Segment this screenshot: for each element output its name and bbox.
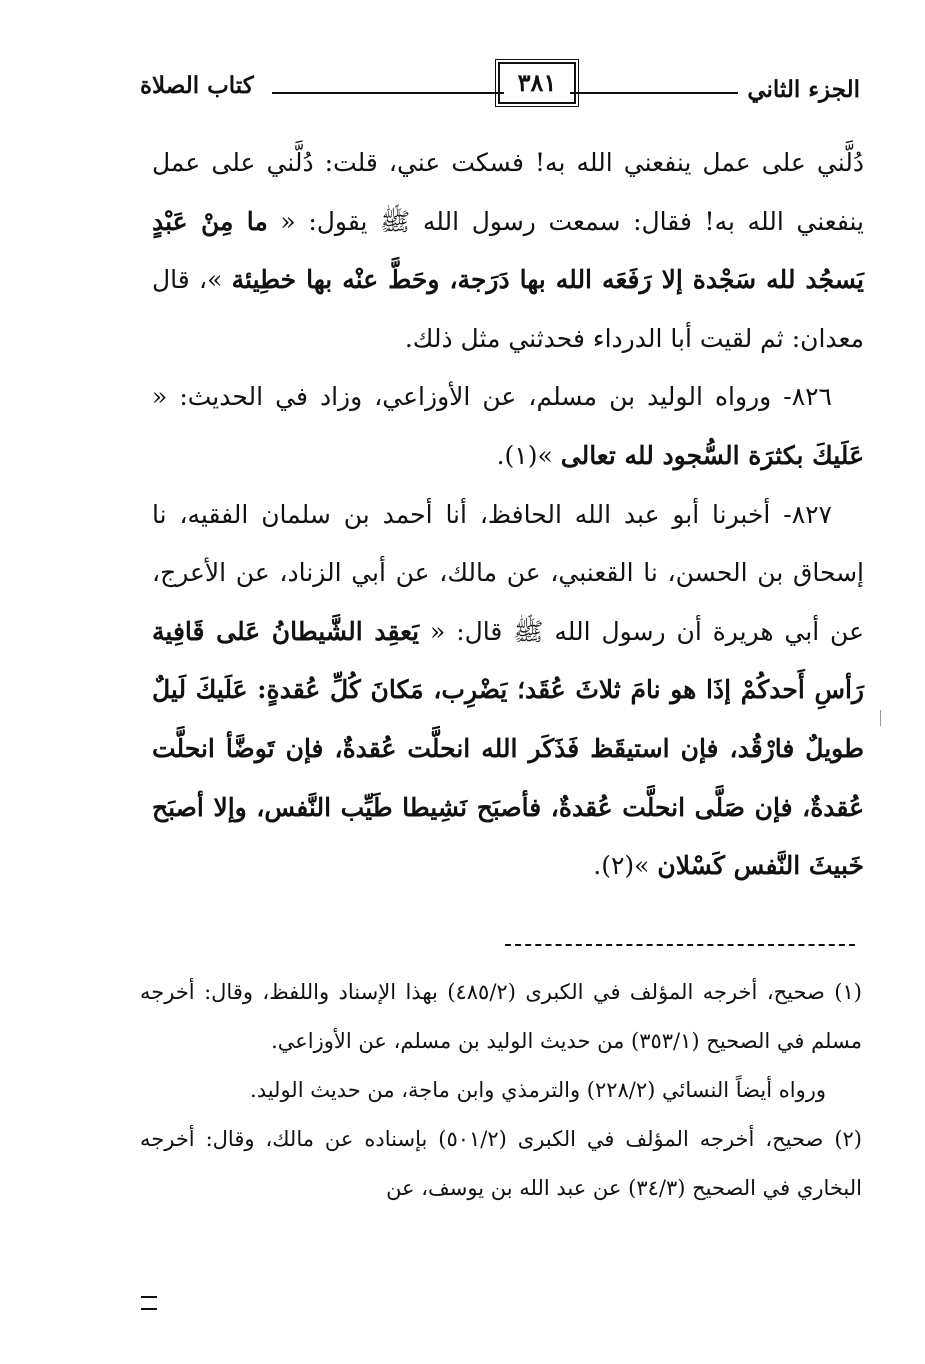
footnotes <box>140 968 862 1213</box>
footnote-2: (٢) صحيح، أخرجه المؤلف في الكبرى (٥٠١/٢) بإسناده عن مالك، وقال: أخرجه البخاري في الصحيح (٣٤/٣) عن عبد الله بن يوسف، عن <box>140 1127 862 1200</box>
main-text <box>152 134 864 896</box>
header-rule-left <box>272 92 504 94</box>
paragraph-827: ٨٢٧- أخبرنا أبو عبد الله الحافظ، أنا أحمد بن سلمان الفقيه، نا إسحاق بن الحسن، نا القعنبي، عن مالك، عن أبي الزناد، عن الأعرج، عن أبي هريرة أن رسول الله ﷺ قال: « يَعقِد الشَّيطانُ عَلى قَافِية رَأسِ أَحدكُمْ إذَا هو نامَ ثلاثَ عُقَد؛ يَضْرِب، مَكانَ كُلِّ عُقدةٍ: عَلَيكَ لَيلٌ طويلٌ فارْقُد، فإن استيقَظ فَذَكَر الله انحلَّت عُقدةٌ، فإن تَوضَّأ انحلَّت عُقدةٌ، فإن صَلَّى انحلَّت عُقدةٌ، فأصبَح نَشِيطا طَيِّب النَّفس، وإلا أصبَح خَبيثَ النَّفس كَسْلان »(٢). <box>152 499 864 881</box>
header-rule-right <box>570 92 738 94</box>
paragraph-826: ٨٢٦- ورواه الوليد بن مسلم، عن الأوزاعي، وزاد في الحديث: « عَلَيكَ بكثرَة السُّجود لله تعالى »(١). <box>152 382 864 470</box>
footnote-separator <box>505 944 855 946</box>
part-title: الجزء الثاني <box>747 76 860 103</box>
scan-mark <box>880 710 881 726</box>
hadith-text-2: عَلَيكَ بكثرَة السُّجود لله تعالى <box>560 440 864 470</box>
footnote-1-continued: ورواه أيضاً النسائي (٢٢٨/٢) والترمذي وابن ماجة، من حديث الوليد. <box>250 1078 826 1102</box>
page-header <box>140 62 860 122</box>
footnote-1: (١) صحيح، أخرجه المؤلف في الكبرى (٤٨٥/٢) بهذا الإسناد واللفظ، وقال: أخرجه مسلم في الصحيح (٣٥٣/١) من حديث الوليد بن مسلم، عن الأوزاعي. <box>140 980 862 1053</box>
paragraph-1: دُلَّني على عمل ينفعني الله به! فسكت عني، قلت: دُلَّني على عمل ينفعني الله به! فقال: سمعت رسول الله ﷺ يقول: « ما مِنْ عَبْدٍ يَسجُد لله سَجْدة إلا رَفَعَه الله بها دَرَجة، وحَطَّ عنْه بها خطِيئة »، قال معدان: ثم لقيت أبا الدرداء فحدثني مثل ذلك. <box>152 148 865 353</box>
hadith-text-1: ما مِنْ عَبْدٍ يَسجُد لله سَجْدة إلا رَفَعَه الله بها دَرَجة، وحَطَّ عنْه بها خطِيئة <box>152 206 864 295</box>
hadith-text-3: يَعقِد الشَّيطانُ عَلى قَافِية رَأسِ أَحدكُمْ إذَا هو نامَ ثلاثَ عُقَد؛ يَضْرِب، مَكانَ كُلِّ عُقدةٍ: عَلَيكَ لَيلٌ طويلٌ فارْقُد، فإن استيقَظ فَذَكَر الله انحلَّت عُقدةٌ، فإن تَوضَّأ انحلَّت عُقدةٌ، فإن صَلَّى انحلَّت عُقدةٌ، فأصبَح نَشِيطا طَيِّب النَّفس، وإلا أصبَح خَبيثَ النَّفس كَسْلان <box>152 616 864 881</box>
page-number: ٣٨١ <box>498 62 576 104</box>
continuation-mark <box>141 1296 157 1310</box>
book-title: كتاب الصلاة <box>140 72 254 99</box>
